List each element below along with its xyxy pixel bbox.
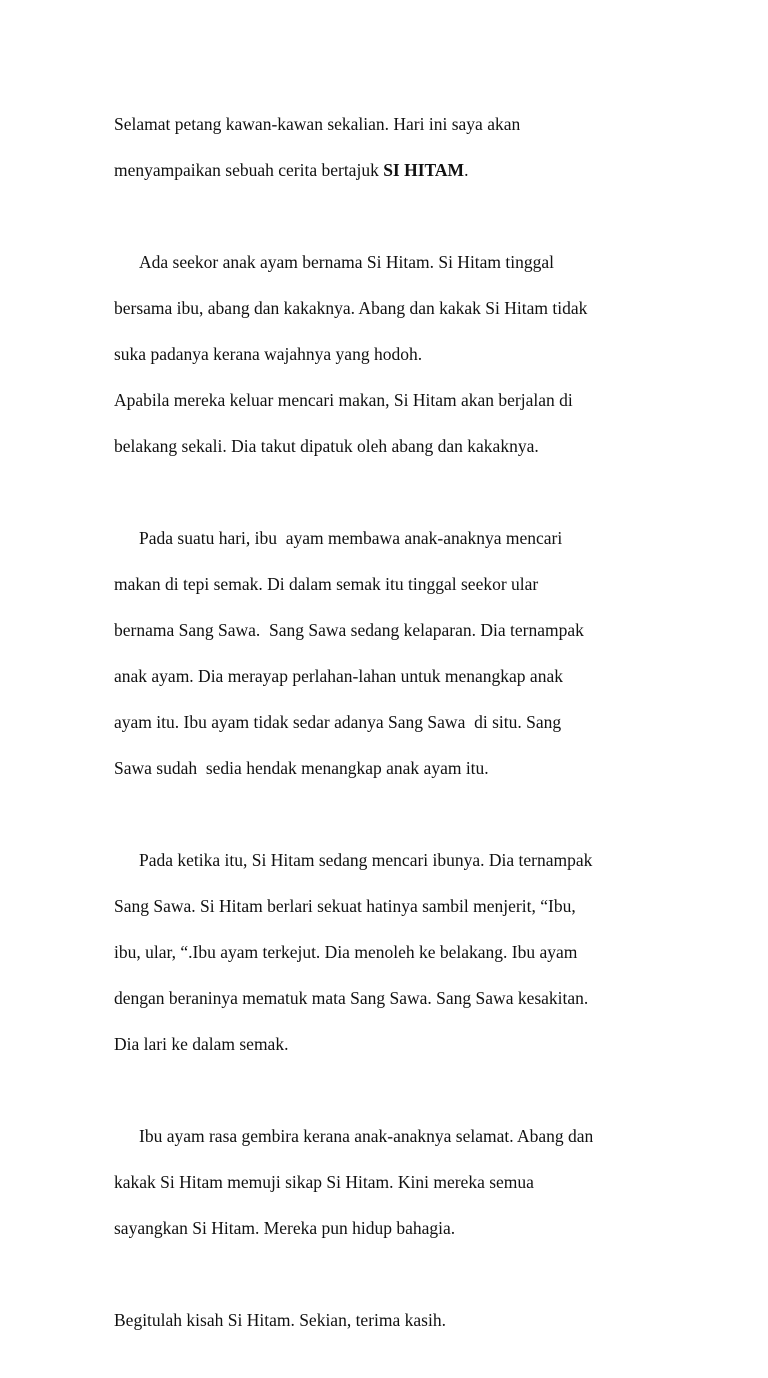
para1-line-4: Apabila mereka keluar mencari makan, Si Hitam akan berjalan di [114,390,573,410]
intro-line-1: Selamat petang kawan-kawan sekalian. Hari ini saya akan [114,114,521,134]
para4-line-1: Ibu ayam rasa gembira kerana anak-anaknya selamat. Abang dan [139,1126,594,1146]
para2-line-6: Sawa sudah sedia hendak menangkap anak ayam itu. [114,758,489,778]
para1-line-1: Ada seekor anak ayam bernama Si Hitam. Si Hitam tinggal [139,252,555,272]
para1-line-3: suka padanya kerana wajahnya yang hodoh. [114,344,423,364]
closing-line-1: Begitulah kisah Si Hitam. Sekian, terima kasih. [114,1310,446,1330]
para2-line-3: bernama Sang Sawa. Sang Sawa sedang kelaparan. Dia ternampak [114,620,584,640]
para3-line-5: Dia lari ke dalam semak. [114,1034,289,1054]
para1-line-2: bersama ibu, abang dan kakaknya. Abang dan kakak Si Hitam tidak [114,298,588,318]
intro-line-2-text: menyampaikan sebuah cerita bertajuk [114,160,384,180]
story-paragraph-4 [114,1102,674,1263]
para3-line-2: Sang Sawa. Si Hitam berlari sekuat hatinya sambil menjerit, “Ibu, [114,896,576,916]
para3-line-1: Pada ketika itu, Si Hitam sedang mencari ibunya. Dia ternampak [139,850,593,870]
para3-line-4: dengan beraninya mematuk mata Sang Sawa. Sang Sawa kesakitan. [114,988,589,1008]
intro-paragraph [114,90,674,205]
story-paragraph-3 [114,826,674,1079]
document-body [114,90,674,1378]
intro-line-2 [114,159,674,182]
story-paragraph-2 [114,504,674,803]
para4-line-2: kakak Si Hitam memuji sikap Si Hitam. Kini mereka semua [114,1172,534,1192]
para2-line-4: anak ayam. Dia merayap perlahan-lahan untuk menangkap anak [114,666,563,686]
intro-period: . [464,160,469,180]
para4-line-3: sayangkan Si Hitam. Mereka pun hidup bahagia. [114,1218,456,1238]
para1-line-5: belakang sekali. Dia takut dipatuk oleh abang dan kakaknya. [114,436,539,456]
closing-paragraph [114,1286,674,1355]
para2-line-1: Pada suatu hari, ibu ayam membawa anak-anaknya mencari [139,528,563,548]
para3-line-3: ibu, ular, “.Ibu ayam terkejut. Dia menoleh ke belakang. Ibu ayam [114,942,578,962]
story-title: SI HITAM [383,160,465,180]
story-paragraph-1 [114,228,674,481]
para2-line-5: ayam itu. Ibu ayam tidak sedar adanya Sang Sawa di situ. Sang [114,712,562,732]
para2-line-2: makan di tepi semak. Di dalam semak itu tinggal seekor ular [114,574,539,594]
